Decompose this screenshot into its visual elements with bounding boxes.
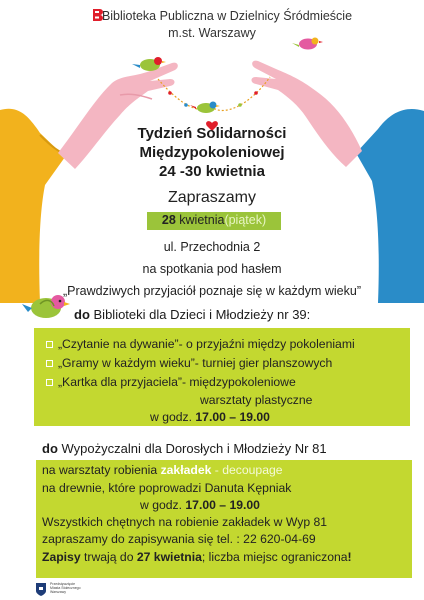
date-month: kwietnia — [179, 213, 225, 227]
signup-line1: Wszystkich chętnych na robienie zakładek w Wyp 81 — [42, 515, 328, 529]
event-motto: „Prawdziwych przyjaciół poznaje się w każdym wieku” — [62, 284, 362, 298]
invite-text: Zapraszamy — [167, 189, 257, 206]
bird-icon — [190, 102, 220, 114]
street-address: ul. Przechodnia 2 — [163, 240, 261, 254]
section1-item: „Kartka dla przyjaciela”- międzypokoleniowe — [46, 375, 410, 390]
section2-name: Wypożyczalni dla Dorosłych i Młodzieży Nr 81 — [61, 441, 327, 456]
signup-deadline: Zapisy trwają do 27 kwietnia; liczba miejsc ograniczona! — [42, 550, 352, 564]
date-weekday: (piątek) — [224, 213, 267, 227]
section1-time: w godz. 17.00 – 19.00 — [150, 410, 270, 424]
warsaw-crest-icon — [36, 583, 46, 596]
bullet-square-icon — [46, 360, 53, 367]
section1-item: „Czytanie na dywanie”- o przyjaźni między pokoleniami — [46, 337, 410, 352]
section1-item-cont: warsztaty plastyczne — [200, 393, 313, 407]
event-title-line2: Międzypokoleniowej — [139, 144, 285, 161]
section1-name: Biblioteki dla Dzieci i Młodzieży nr 39: — [93, 307, 311, 322]
event-date — [147, 213, 281, 227]
bullet-square-icon — [46, 341, 53, 348]
section1-heading — [74, 307, 394, 322]
section1-prefix: do — [74, 307, 90, 322]
date-day: 28 — [161, 213, 176, 227]
header-org-name: Biblioteka Publiczna w Dzielnicy Śródmieście — [101, 9, 353, 23]
event-title-line1: Tydzień Solidarności — [137, 125, 287, 142]
workshop-line1: na warsztaty robienia zakładek - decoupage — [42, 463, 283, 477]
meeting-intro: na spotkania pod hasłem — [142, 262, 282, 276]
section1-item: „Gramy w każdym wieku”- turniej gier planszowych — [46, 356, 410, 371]
bird-icon — [20, 290, 70, 326]
section2-time: w godz. 17.00 – 19.00 — [140, 498, 260, 512]
bird-icon — [292, 38, 323, 50]
section2-prefix: do — [42, 441, 58, 456]
bullet-square-icon — [46, 379, 53, 386]
header-org-city: m.st. Warszawy — [168, 26, 256, 40]
section2-heading — [42, 441, 412, 456]
sponsor-text: Przedsięwzięcie Miasta Stołecznego Warszawy — [50, 582, 81, 595]
workshop-line2: na drewnie, które poprowadzi Danuta Kępniak — [42, 481, 292, 495]
event-dates: 24 -30 kwietnia — [159, 163, 265, 180]
signup-line2: zapraszamy do zapisywania się tel. : 22 620-04-69 — [42, 532, 316, 546]
